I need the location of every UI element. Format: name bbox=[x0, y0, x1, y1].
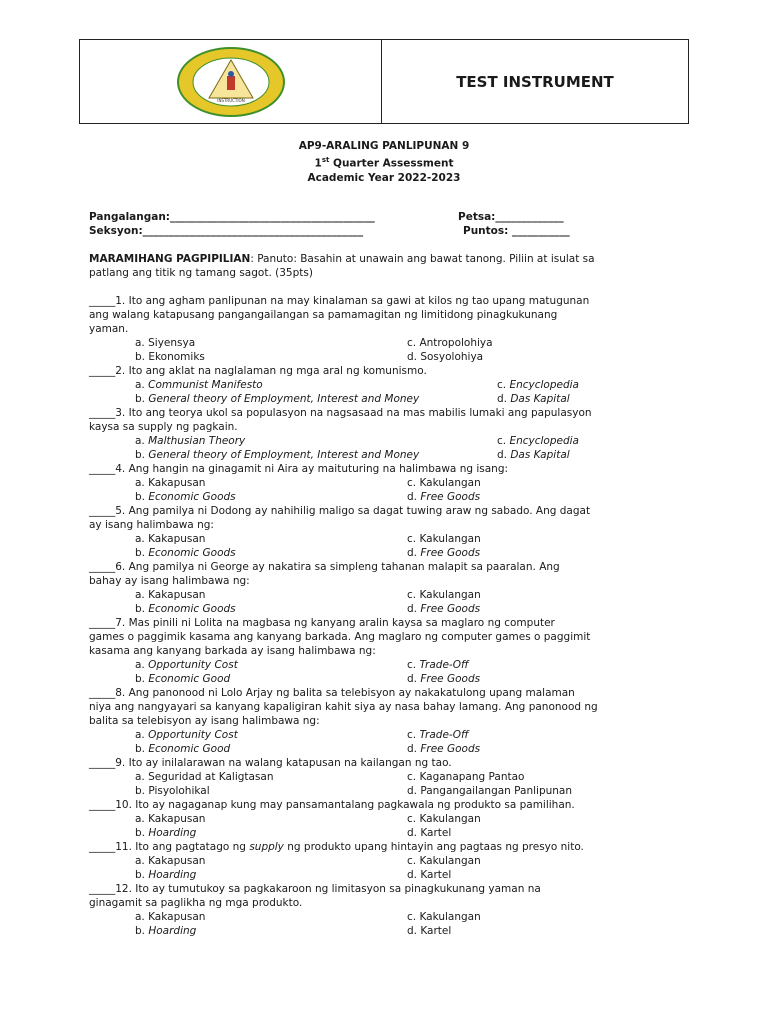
q6-option-a[interactable]: a. Kakapusan bbox=[135, 589, 206, 601]
instructions-line-1: MARAMIHANG PAGPIPILIAN: Panuto: Basahin at unawain ang bawat tanong. Piliin at isulat sa bbox=[89, 253, 595, 265]
q7-option-b[interactable]: b. Economic Good bbox=[135, 673, 231, 685]
score-field-row[interactable] bbox=[463, 224, 570, 238]
q9-option-c[interactable]: c. Kaganapang Pantao bbox=[407, 771, 525, 783]
section-label: Seksyon: bbox=[89, 225, 143, 237]
q6-option-b[interactable]: b. Economic Goods bbox=[135, 603, 236, 615]
q6-option-c[interactable]: c. Kakulangan bbox=[407, 589, 481, 601]
q2-option-d[interactable]: d. Das Kapital bbox=[497, 393, 570, 405]
q11-option-c[interactable]: c. Kakulangan bbox=[407, 855, 481, 867]
q1-option-d[interactable]: d. Sosyolohiya bbox=[407, 351, 484, 363]
question-12-text: _____12. Ito ay tumutukoy sa pagkakaroon ng limitasyon sa pinagkukunang yaman na bbox=[89, 883, 541, 895]
q8-option-b[interactable]: b. Economic Good bbox=[135, 743, 231, 755]
q1-option-a[interactable]: a. Siyensya bbox=[135, 337, 196, 349]
q12-option-b[interactable]: b. Hoarding bbox=[135, 925, 197, 937]
question-9-text: _____9. Ito ay inilalarawan na walang katapusan na kailangan ng tao. bbox=[89, 757, 452, 769]
q1-option-b[interactable]: b. Ekonomiks bbox=[135, 351, 205, 363]
question-6-text: _____6. Ang pamilya ni George ay nakatira sa simpleng tahanan malapit sa paaralan. Ang bbox=[89, 561, 560, 573]
q9-option-d[interactable]: d. Pangangailangan Panlipunan bbox=[407, 785, 573, 797]
question-8-text: _____8. Ang panonood ni Lolo Arjay ng balita sa telebisyon ay nakakatulong upang malaman bbox=[89, 687, 575, 699]
question-7-text: games o paggimik kasama ang kanyang barkada. Ang maglaro ng computer games o paggimit bbox=[89, 631, 591, 643]
name-blank[interactable]: _______________________________________ bbox=[170, 211, 375, 223]
quarter-title: 1st Quarter Assessment bbox=[314, 156, 454, 170]
q6-option-d[interactable]: d. Free Goods bbox=[407, 603, 481, 615]
svg-text:INSTRUCTION: INSTRUCTION bbox=[216, 97, 245, 103]
question-2-text: _____2. Ito ang aklat na naglalaman ng mga aral ng komunismo. bbox=[89, 365, 427, 377]
q12-option-c[interactable]: c. Kakulangan bbox=[407, 911, 481, 923]
q7-option-d[interactable]: d. Free Goods bbox=[407, 673, 481, 685]
logo-cell bbox=[80, 40, 382, 123]
academic-year: Academic Year 2022-2023 bbox=[307, 171, 461, 184]
q12-option-d[interactable]: d. Kartel bbox=[407, 925, 452, 937]
question-5-text: ay isang halimbawa ng: bbox=[89, 519, 214, 531]
document-title: TEST INSTRUMENT bbox=[456, 72, 614, 91]
q9-option-a[interactable]: a. Seguridad at Kaligtasan bbox=[135, 771, 274, 783]
question-1-text: _____1. Ito ang agham panlipunan na may kinalaman sa gawi at kilos ng tao upang matugunan bbox=[89, 295, 590, 307]
q5-option-a[interactable]: a. Kakapusan bbox=[135, 533, 206, 545]
q7-option-a[interactable]: a. Opportunity Cost bbox=[135, 659, 238, 671]
q10-option-a[interactable]: a. Kakapusan bbox=[135, 813, 206, 825]
section-field-row[interactable] bbox=[89, 224, 363, 238]
header-box bbox=[79, 39, 689, 124]
q2-option-c[interactable]: c. Encyclopedia bbox=[497, 379, 579, 391]
q4-option-c[interactable]: c. Kakulangan bbox=[407, 477, 481, 489]
q3-option-a[interactable]: a. Malthusian Theory bbox=[135, 435, 246, 447]
name-label: Pangalangan: bbox=[89, 211, 171, 223]
q12-option-a[interactable]: a. Kakapusan bbox=[135, 911, 206, 923]
q8-option-a[interactable]: a. Opportunity Cost bbox=[135, 729, 238, 741]
q11-option-d[interactable]: d. Kartel bbox=[407, 869, 452, 881]
subject-title: AP9-ARALING PANLIPUNAN 9 bbox=[298, 140, 470, 152]
q5-option-b[interactable]: b. Economic Goods bbox=[135, 547, 236, 559]
q3-option-d[interactable]: d. Das Kapital bbox=[497, 449, 570, 461]
q1-option-c[interactable]: c. Antropolohiya bbox=[407, 337, 493, 349]
q3-option-c[interactable]: c. Encyclopedia bbox=[497, 435, 579, 447]
question-3-text: _____3. Ito ang teorya ukol sa populasyon na nagsasaad na mas mabilis lumaki ang papulasyon bbox=[89, 407, 592, 419]
question-3-text: kaysa sa supply ng pagkain. bbox=[89, 421, 238, 433]
question-7-text: kasama ang kanyang barkada ay isang halimbawa ng: bbox=[89, 645, 376, 657]
score-blank[interactable]: ___________ bbox=[508, 225, 570, 237]
q5-option-d[interactable]: d. Free Goods bbox=[407, 547, 481, 559]
question-10-text: _____10. Ito ay nagaganap kung may pansamantalang pagkawala ng produkto sa pamilihan. bbox=[89, 799, 575, 811]
question-12-text: ginagamit sa paglikha ng mga produkto. bbox=[89, 897, 303, 909]
date-blank[interactable]: _____________ bbox=[495, 211, 564, 223]
q11-option-a[interactable]: a. Kakapusan bbox=[135, 855, 206, 867]
name-field-row[interactable] bbox=[89, 210, 375, 224]
q4-option-b[interactable]: b. Economic Goods bbox=[135, 491, 236, 503]
q5-option-c[interactable]: c. Kakulangan bbox=[407, 533, 481, 545]
instructions-line-2: patlang ang titik ng tamang sagot. (35pts) bbox=[89, 267, 313, 279]
q10-option-b[interactable]: b. Hoarding bbox=[135, 827, 197, 839]
q10-option-c[interactable]: c. Kakulangan bbox=[407, 813, 481, 825]
q9-option-b[interactable]: b. Pisyolohikal bbox=[135, 785, 210, 797]
section-blank[interactable]: __________________________________________ bbox=[142, 225, 364, 237]
instructions-heading: MARAMIHANG PAGPIPILIAN bbox=[89, 253, 251, 265]
q3-option-b[interactable]: b. General theory of Employment, Interest and Money bbox=[135, 449, 420, 461]
question-6-text: bahay ay isang halimbawa ng: bbox=[89, 575, 250, 587]
question-5-text: _____5. Ang pamilya ni Dodong ay nahihilig maligo sa dagat tuwing araw ng sabado. Ang dagat bbox=[89, 505, 591, 517]
q2-option-a[interactable]: a. Communist Manifesto bbox=[135, 379, 263, 391]
q4-option-d[interactable]: d. Free Goods bbox=[407, 491, 481, 503]
university-seal-logo bbox=[175, 46, 287, 118]
q7-option-c[interactable]: c. Trade-Off bbox=[407, 659, 469, 671]
question-8-text: niya ang nangyayari sa kanyang kapaligiran kahit siya ay nasa bahay lamang. Ang panonood ng bbox=[89, 701, 598, 713]
date-field-row[interactable] bbox=[458, 210, 564, 224]
q8-option-d[interactable]: d. Free Goods bbox=[407, 743, 481, 755]
date-label: Petsa: bbox=[458, 211, 496, 223]
q11-option-b[interactable]: b. Hoarding bbox=[135, 869, 197, 881]
question-1-text: ang walang katapusang pangangailangan sa pamamagitan ng limitidong pinagkukunang bbox=[89, 309, 558, 321]
question-8-text: balita sa telebisyon ay isang halimbawa ng: bbox=[89, 715, 320, 727]
question-1-text: yaman. bbox=[89, 323, 129, 335]
q4-option-a[interactable]: a. Kakapusan bbox=[135, 477, 206, 489]
q8-option-c[interactable]: c. Trade-Off bbox=[407, 729, 469, 741]
score-label: Puntos: bbox=[463, 225, 509, 237]
q2-option-b[interactable]: b. General theory of Employment, Interest and Money bbox=[135, 393, 420, 405]
q10-option-d[interactable]: d. Kartel bbox=[407, 827, 452, 839]
question-4-text: _____4. Ang hangin na ginagamit ni Aira ay maituturing na halimbawa ng isang: bbox=[89, 463, 509, 475]
exam-heading bbox=[0, 139, 768, 185]
question-11-text: _____11. Ito ang pagtatago ng supply ng produkto upang hintayin ang pagtaas ng presyo nito. bbox=[89, 841, 584, 853]
question-7-text: _____7. Mas pinili ni Lolita na magbasa ng kanyang aralin kaysa sa maglaro ng computer bbox=[89, 617, 555, 629]
